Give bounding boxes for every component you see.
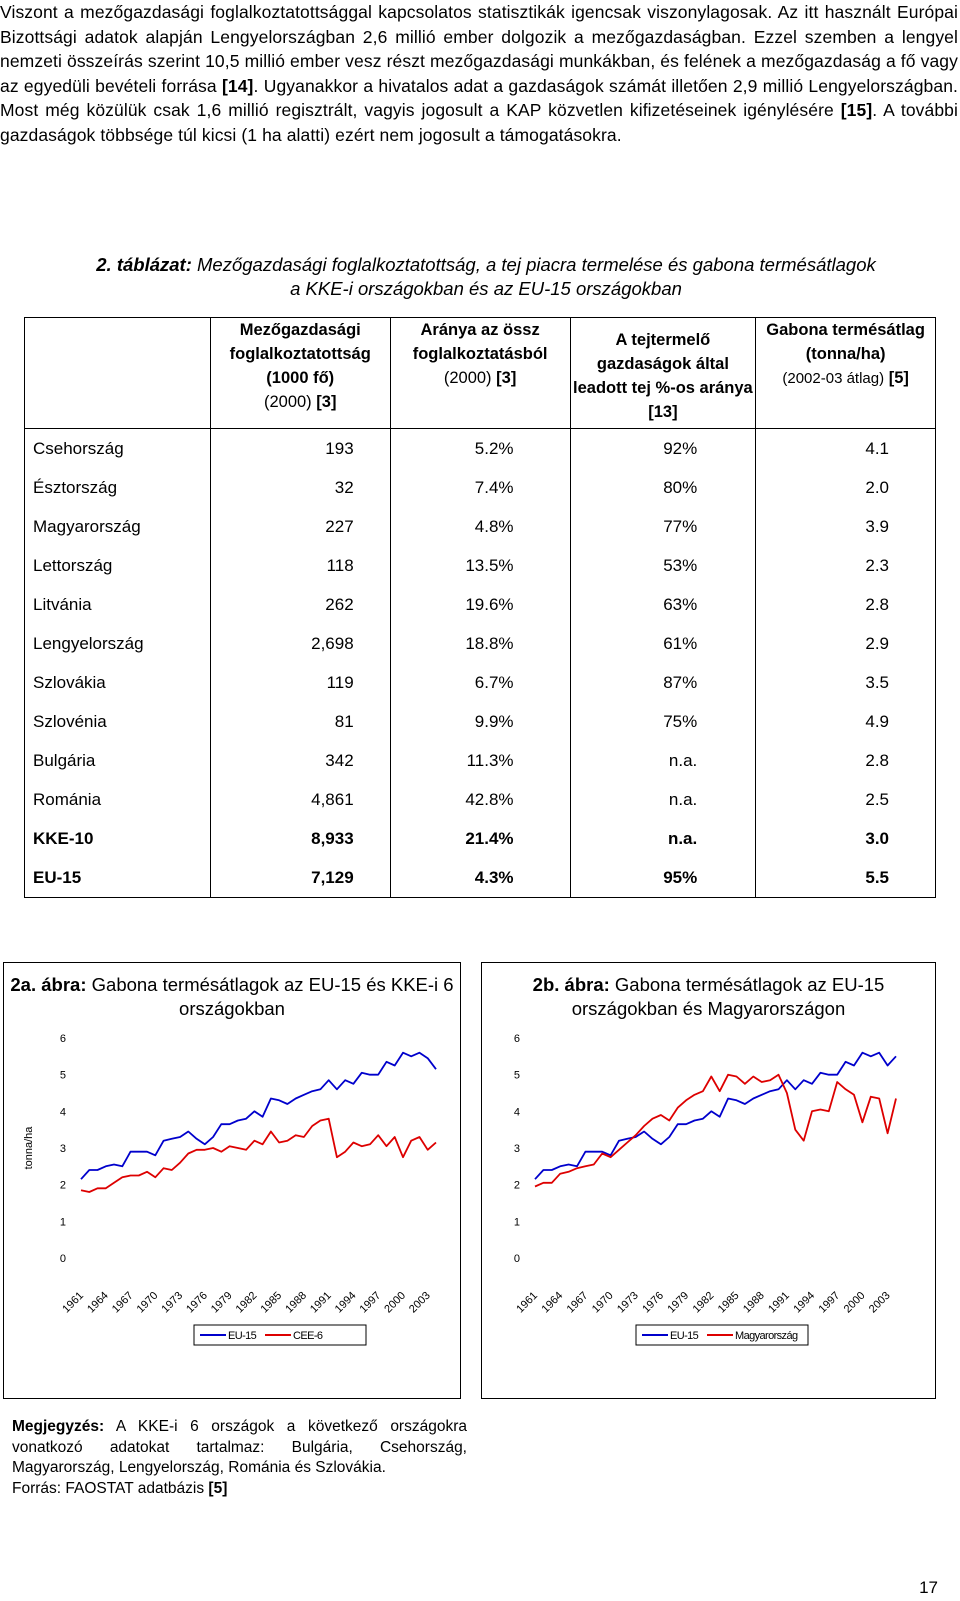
source-ref: [5] [208,1479,228,1497]
x-tick-label: 1970 [589,1289,616,1316]
figure-2a [3,962,461,1399]
table-caption-text: Mezőgazdasági foglalkoztatottság, a tej piacra termelése és gabona termésátlagok a KKE-i országokban és az EU-15 országokban [191,254,876,299]
milk-share-cell: n.a. [570,741,756,780]
share-cell: 19.6% [390,585,570,624]
employment-cell: 118 [210,546,390,585]
country-cell: Lettország [25,546,211,585]
grain-yield-cell: 2.3 [756,546,936,585]
milk-share-cell: 61% [570,624,756,663]
milk-share-cell: 92% [570,429,756,469]
grain-yield-cell: 2.5 [756,780,936,819]
y-tick-label: 1 [59,1216,66,1229]
x-tick-label: 1994 [791,1289,818,1316]
share-cell: 7.4% [390,468,570,507]
chart-2b [482,1023,935,1398]
employment-cell: 2,698 [210,624,390,663]
country-cell: Litvánia [25,585,211,624]
grain-yield-cell: 2.9 [756,624,936,663]
milk-share-cell: n.a. [570,819,756,858]
share-cell: 5.2% [390,429,570,469]
milk-share-cell: 87% [570,663,756,702]
share-cell: 4.8% [390,507,570,546]
country-cell: Bulgária [25,741,211,780]
country-cell: Románia [25,780,211,819]
x-tick-label: 1970 [134,1289,161,1316]
employment-cell: 4,861 [210,780,390,819]
employment-cell: 193 [210,429,390,469]
y-tick-label: 4 [59,1106,66,1119]
header-share: Aránya az össz foglalkoztatásból (2000) [3] [390,318,570,429]
note-label: Megjegyzés: [12,1418,105,1435]
grain-yield-cell: 2.0 [756,468,936,507]
y-tick-label: 5 [513,1069,520,1082]
country-cell: Lengyelország [25,624,211,663]
share-cell: 13.5% [390,546,570,585]
country-cell: EU-15 [25,858,211,898]
x-tick-label: 1988 [740,1289,767,1316]
y-axis-label: tonna/ha [23,1126,35,1170]
figure-2b [481,962,936,1399]
milk-share-cell: n.a. [570,780,756,819]
x-tick-label: 2000 [841,1289,868,1316]
x-tick-label: 1985 [715,1289,742,1316]
share-cell: 11.3% [390,741,570,780]
table-row [25,741,936,780]
table-row [25,585,936,624]
grain-yield-cell: 2.8 [756,585,936,624]
country-cell: Észtország [25,468,211,507]
employment-cell: 119 [210,663,390,702]
x-tick-label: 1961 [514,1289,541,1316]
milk-share-cell: 95% [570,858,756,898]
legend-label: EU-15 [670,1330,699,1342]
page-number: 17 [919,1578,938,1597]
intro-text-1: Viszont a mezőgazdasági foglalkoztatottsággal kapcsolatos statisztikák igencsak viszonylagosak. Az itt használt Európai Bizottsági adatok alapján Lengyelországban 2,6 millió ember dolgozik a mezőgazdaságban. Ezzel szemben a lengyel nemzeti összeírás szerint 10,5 millió ember vesz részt mezőgazdasági munkákban, és felének a mezőgazdaság a fő vagy az egyedüli bevételi forrása [0,2,958,96]
table-row [25,468,936,507]
header-country [25,318,211,429]
intro-paragraph [0,0,958,147]
x-tick-label: 2000 [382,1289,409,1316]
x-tick-label: 1991 [766,1289,792,1316]
x-tick-label: 1964 [85,1289,111,1316]
share-cell: 21.4% [390,819,570,858]
header-employment: Mezőgazdasági foglalkoztatottság (1000 fő) (2000) [3] [210,318,390,429]
country-cell: KKE-10 [25,819,211,858]
employment-cell: 227 [210,507,390,546]
grain-yield-cell: 3.5 [756,663,936,702]
x-tick-label: 1985 [258,1289,285,1316]
y-tick-label: 2 [59,1179,66,1192]
chart-legend [194,1325,366,1345]
milk-share-cell: 63% [570,585,756,624]
x-tick-label: 1994 [332,1289,359,1316]
table-caption-label: 2. táblázat: [96,254,192,275]
legend-label: EU-15 [228,1330,257,1342]
employment-cell: 32 [210,468,390,507]
share-cell: 4.3% [390,858,570,898]
employment-cell: 342 [210,741,390,780]
data-table [24,317,936,898]
series-line-eu-15 [81,1053,436,1180]
table-row [25,663,936,702]
table-row [25,780,936,819]
y-tick-label: 2 [513,1179,520,1192]
reference-14: [14] [221,75,254,96]
legend-label: Magyarország [735,1330,798,1342]
note-text: A KKE-i 6 országok a következő országokra vonatkozó adatokat tartalmaz: Bulgária, Csehország, Magyarország, Lengyelország, Románia és Szlovákia. [12,1418,467,1476]
y-tick-label: 6 [513,1033,520,1045]
table-row [25,702,936,741]
x-tick-label: 1991 [307,1289,334,1316]
country-cell: Magyarország [25,507,211,546]
x-tick-label: 1973 [615,1289,641,1316]
x-tick-label: 2003 [407,1289,433,1316]
table-caption [96,253,876,301]
x-tick-label: 1979 [208,1289,235,1316]
series-line-eu-15 [535,1053,896,1180]
series-line-magyarorsz-g [535,1075,896,1187]
figure-2a-title: 2a. ábra: Gabona termésátlagok az EU-15 és KKE-i 6 országokban [10,974,454,1019]
table-row [25,624,936,663]
y-tick-label: 1 [513,1216,520,1229]
grain-yield-cell: 5.5 [756,858,936,898]
grain-yield-cell: 2.8 [756,741,936,780]
table-row [25,546,936,585]
employment-cell: 262 [210,585,390,624]
table-row [25,819,936,858]
share-cell: 6.7% [390,663,570,702]
legend-label: CEE-6 [293,1330,323,1342]
y-tick-label: 3 [59,1143,66,1155]
x-tick-label: 1973 [159,1289,186,1316]
x-tick-label: 1967 [109,1289,136,1316]
x-tick-label: 2003 [866,1289,893,1316]
x-tick-label: 1967 [564,1289,591,1316]
table-header-row [25,318,936,429]
y-tick-label: 4 [513,1106,520,1119]
y-tick-label: 6 [59,1033,66,1045]
milk-share-cell: 75% [570,702,756,741]
country-cell: Szlovákia [25,663,211,702]
table-row [25,858,936,898]
figure-2b-title: 2b. ábra: Gabona termésátlagok az EU-15 országokban és Magyarországon [532,974,885,1019]
chart-legend [636,1325,808,1345]
share-cell: 42.8% [390,780,570,819]
x-tick-label: 1982 [690,1289,717,1316]
y-tick-label: 0 [513,1253,520,1265]
grain-yield-cell: 3.9 [756,507,936,546]
country-cell: Szlovénia [25,702,211,741]
series-line-cee-6 [81,1119,436,1192]
y-tick-label: 3 [513,1143,520,1155]
table-row [25,429,936,469]
header-grain: Gabona termésátlag (tonna/ha) (2002-03 átlag) [5] [756,318,936,429]
country-cell: Csehország [25,429,211,469]
milk-share-cell: 53% [570,546,756,585]
table-row [25,507,936,546]
x-tick-label: 1976 [184,1289,210,1316]
chart-2a [4,1023,460,1398]
intro-text-3: . A további gazdaságok többsége túl kicsi (1 ha alatti) ezért nem jogosult a támogatásokra. [0,100,959,145]
x-tick-label: 1997 [816,1289,843,1316]
x-tick-label: 1982 [233,1289,260,1316]
header-milk: A tejtermelő gazdaságok által leadott tej %-os aránya [13] [570,318,756,429]
y-tick-label: 0 [59,1253,66,1265]
x-tick-label: 1976 [640,1289,667,1316]
intro-text-2: . Ugyanakkor a hivatalos adat a gazdaságok számát illetően 2,9 millió Lengyelországban. Most még közülük csak 1,6 millió regisztrált, vagyis jogosult a KAP közvetlen kifizetéseinek igénylésére [0,75,958,120]
grain-yield-cell: 3.0 [756,819,936,858]
x-tick-label: 1988 [283,1289,310,1316]
grain-yield-cell: 4.9 [756,702,936,741]
x-tick-label: 1979 [665,1289,692,1316]
x-tick-label: 1961 [60,1289,87,1316]
employment-cell: 7,129 [210,858,390,898]
figure-note [12,1417,467,1499]
share-cell: 9.9% [390,702,570,741]
grain-yield-cell: 4.1 [756,429,936,469]
employment-cell: 8,933 [210,819,390,858]
x-tick-label: 1997 [357,1289,384,1316]
milk-share-cell: 80% [570,468,756,507]
reference-15: [15] [840,100,873,120]
y-tick-label: 5 [59,1069,66,1082]
employment-cell: 81 [210,702,390,741]
source-text: Forrás: FAOSTAT adatbázis [12,1479,209,1497]
share-cell: 18.8% [390,624,570,663]
x-tick-label: 1964 [539,1289,566,1316]
milk-share-cell: 77% [570,507,756,546]
